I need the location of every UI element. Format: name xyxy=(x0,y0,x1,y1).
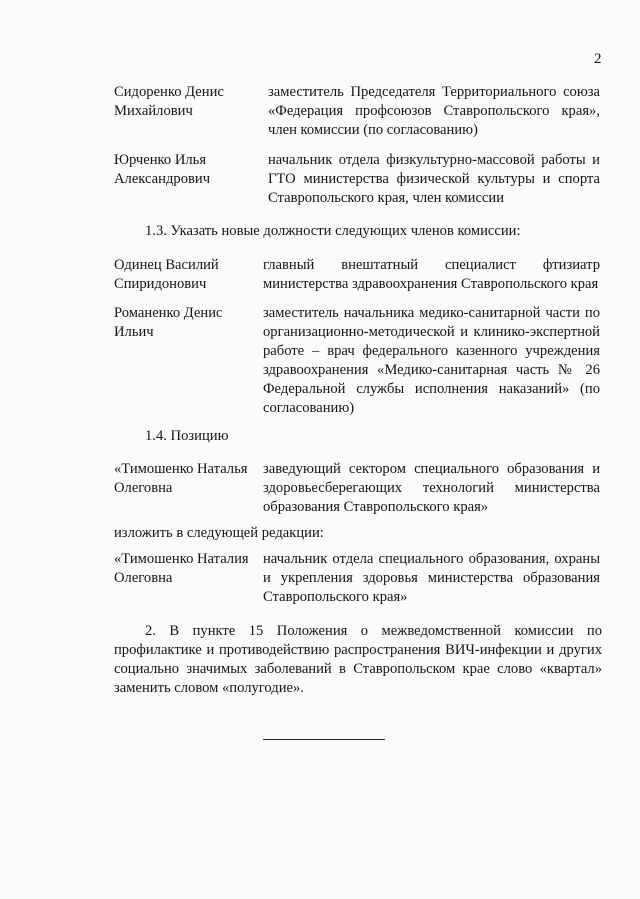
member-name: Юрченко Илья Александрович xyxy=(114,152,211,187)
member-name: Одинец Василий Спиридонович xyxy=(114,257,219,292)
page-number: 2 xyxy=(594,51,602,67)
member-name: «Тимошенко Наталья Олеговна xyxy=(114,461,248,496)
item-1-4-heading: 1.4. Позицию xyxy=(145,428,229,444)
member-name: Романенко Денис Ильич xyxy=(114,305,223,340)
member-role: начальник отдела физкультурно-массовой работы и ГТО министерства физической культуры и спорта Ставропольского края, член комиссии xyxy=(268,152,600,206)
member-name: Сидоренко Денис Михайлович xyxy=(114,84,224,119)
member-role: главный внештатный специалист фтизиатр министерства здравоохранения Ставропольского края xyxy=(263,257,600,292)
item-2-paragraph: 2. В пункте 15 Положения о межведомственной комиссии по профилактике и противодействию распространения ВИЧ-инфекции и других социально значимых заболеваний в Ставропольском крае слово «квартал» заменить словом «полугодие». xyxy=(114,623,602,696)
item-1-3-heading: 1.3. Указать новые должности следующих членов комиссии: xyxy=(145,223,521,239)
closing-rule xyxy=(263,739,385,740)
restate-text: изложить в следующей редакции: xyxy=(114,525,324,541)
member-role: заместитель Председателя Территориального союза «Федерация профсоюзов Ставропольского края», член комиссии (по согласованию) xyxy=(268,84,600,138)
member-role: заместитель начальника медико-санитарной части по организационно-методической и клинико-экспертной работе – врач федерального казенного учреждения здравоохранения «Медико-санитарная часть № 26 Федеральной службы исполнения наказаний» (по согласованию) xyxy=(263,305,600,416)
member-role: начальник отдела специального образования, охраны и укрепления здоровья министерства образования Ставропольского края» xyxy=(263,551,600,605)
member-name: «Тимошенко Наталия Олеговна xyxy=(114,551,249,586)
member-role: заведующий сектором специального образования и здоровьесберегающих технологий министерства образования Ставропольского края» xyxy=(263,461,600,515)
